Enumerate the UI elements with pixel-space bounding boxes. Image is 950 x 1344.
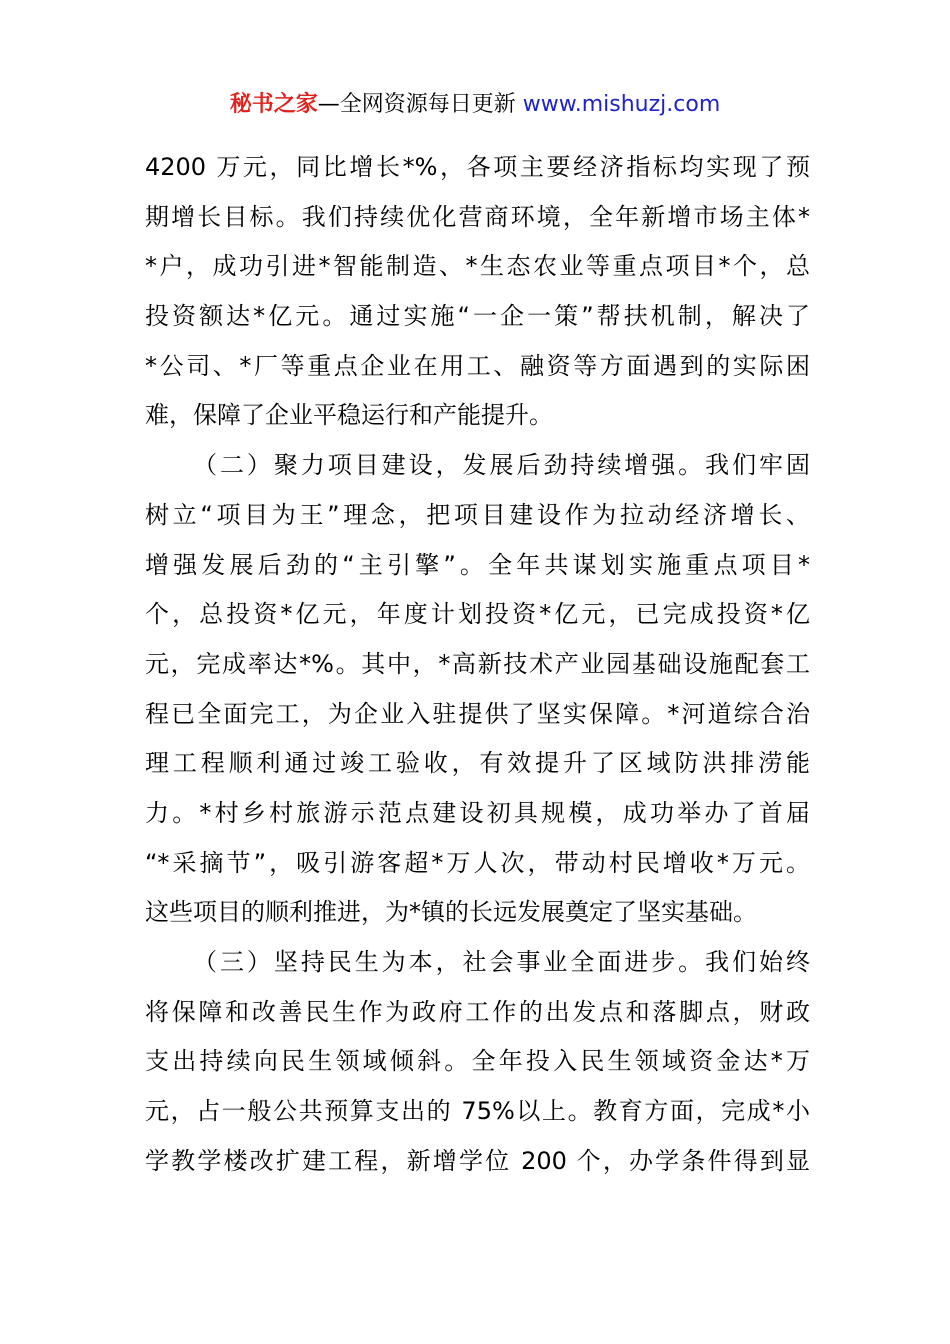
document-body xyxy=(145,147,810,1190)
paragraph xyxy=(145,445,810,942)
header-site-link[interactable]: www.mishuzj.com xyxy=(522,92,721,117)
paragraph xyxy=(145,147,810,445)
text-line: 程已全面完工，为企业入驻提供了坚实保障。*河道综合治 xyxy=(145,699,810,728)
text-line: 理工程顺利通过竣工验收，有效提升了区域防洪排涝能 xyxy=(145,749,810,778)
text-line: 难，保障了企业平稳运行和产能提升。 xyxy=(145,401,553,430)
header-tagline: —全网资源每日更新 xyxy=(317,92,523,117)
text-line: 增强发展后劲的“主引擎”。全年共谋划实施重点项目* xyxy=(145,550,810,579)
text-line: 支出持续向民生领域倾斜。全年投入民生领域资金达*万 xyxy=(145,1047,810,1076)
text-line: 期增长目标。我们持续优化营商环境，全年新增市场主体* xyxy=(145,202,810,231)
text-line: 个，总投资*亿元，年度计划投资*亿元，已完成投资*亿 xyxy=(145,600,810,629)
text-line: 力。*村乡村旅游示范点建设初具规模，成功举办了首届 xyxy=(145,798,810,827)
text-line: （二）聚力项目建设，发展后劲持续增强。我们牢固 xyxy=(193,451,810,480)
text-line: 树立“项目为王”理念，把项目建设作为拉动经济增长、 xyxy=(145,500,810,529)
page-header xyxy=(0,88,950,122)
paragraph xyxy=(145,942,810,1190)
text-line: 元，完成率达*%。其中，*高新技术产业园基础设施配套工 xyxy=(145,649,810,678)
text-line: （三）坚持民生为本，社会事业全面进步。我们始终 xyxy=(193,948,810,976)
text-line: 将保障和改善民生作为政府工作的出发点和落脚点，财政 xyxy=(145,997,810,1026)
text-line: *户，成功引进*智能制造、*生态农业等重点项目*个，总 xyxy=(145,252,810,281)
header-brand: 秘书之家 xyxy=(229,92,318,117)
text-line: 这些项目的顺利推进，为*镇的长远发展奠定了坚实基础。 xyxy=(145,898,757,927)
text-line: 学教学楼改扩建工程，新增学位 200 个，办学条件得到显 xyxy=(145,1146,810,1175)
text-line: 4200 万元，同比增长*%，各项主要经济指标均实现了预 xyxy=(145,153,810,181)
text-line: 元，占一般公共预算支出的 75%以上。教育方面，完成*小 xyxy=(145,1097,810,1126)
text-line: 投资额达*亿元。通过实施“一企一策”帮扶机制，解决了 xyxy=(145,302,810,331)
text-line: “*采摘节”，吸引游客超*万人次，带动村民增收*万元。 xyxy=(145,848,810,877)
text-line: *公司、*厂等重点企业在用工、融资等方面遇到的实际困 xyxy=(145,351,810,380)
